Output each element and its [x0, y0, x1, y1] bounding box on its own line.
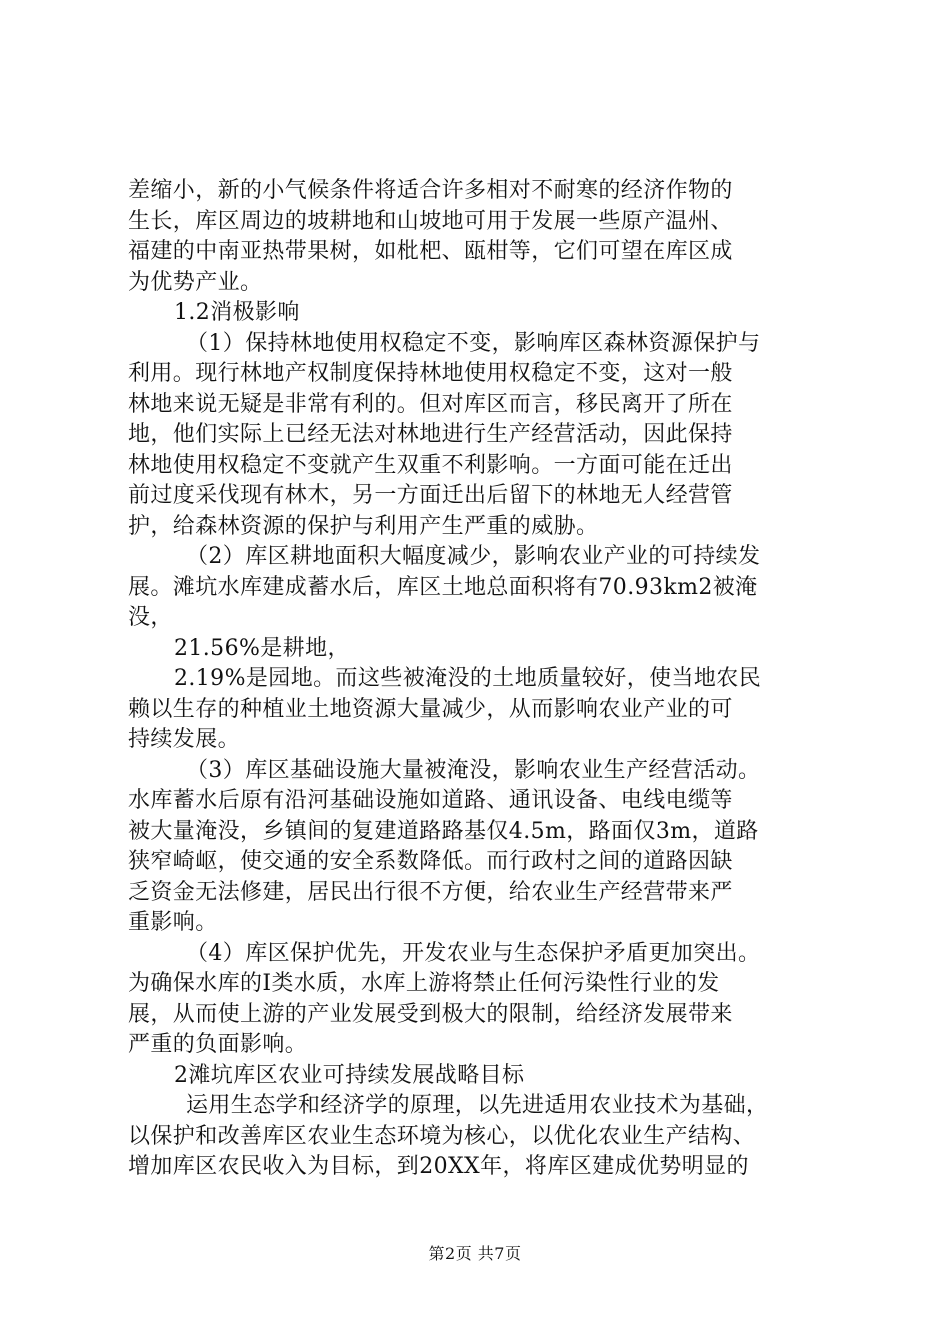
text-line: 为优势产业。 [128, 269, 263, 295]
text-line: 持续发展。 [128, 727, 241, 752]
page-footer: 第2页 共7页 [428, 1244, 522, 1263]
text-line: 没， [128, 605, 173, 630]
text-line: 重影响。 [128, 910, 218, 935]
text-line: 林地使用权稳定不变就产生双重不利影响。一方面可能在迁出 [128, 452, 733, 478]
text-line: 林地来说无疑是非常有利的。但对库区而言，移民离开了所在 [128, 391, 733, 417]
text-line: 2.19%是园地。而这些被淹没的土地质量较好，使当地农民 [174, 666, 762, 691]
text-line: 1.2消极影响 [174, 300, 300, 325]
text-line: 被大量淹没，乡镇间的复建道路路基仅4.5m，路面仅3m，道路 [128, 818, 759, 844]
text-line: 前过度采伐现有林木，另一方面迁出后留下的林地无人经营管 [128, 483, 733, 508]
text-line: 福建的中南亚热带果树，如枇杷、瓯柑等，它们可望在库区成 [128, 239, 733, 264]
text-line: 增加库区农民收入为目标，到20XX年，将库区建成优势明显的 [128, 1154, 749, 1179]
text-line: 严重的负面影响。 [128, 1032, 308, 1057]
text-line: 利用。现行林地产权制度保持林地使用权稳定不变，这对一般 [128, 361, 733, 386]
text-line: 乏资金无法修建，居民出行很不方便，给农业生产经营带来严 [128, 879, 733, 905]
text-line: 生长，库区周边的坡耕地和山坡地可用于发展一些原产温州、 [128, 208, 733, 234]
text-line: （3）库区基础设施大量被淹没，影响农业生产经营活动。 [186, 757, 761, 783]
text-line: 21.56%是耕地， [174, 635, 350, 661]
text-line: （1）保持林地使用权稳定不变，影响库区森林资源保护与 [186, 330, 761, 356]
text-line: 展，从而使上游的产业发展受到极大的限制，给经济发展带来 [128, 1001, 733, 1027]
text-line: 为确保水库的Ⅰ类水质，水库上游将禁止任何污染性行业的发 [128, 971, 720, 996]
text-line: 地，他们实际上已经无法对林地进行生产经营活动，因此保持 [128, 422, 733, 447]
text-line: 差缩小，新的小气候条件将适合许多相对不耐寒的经济作物的 [128, 178, 733, 203]
text-line: 水库蓄水后原有沿河基础设施如道路、通讯设备、电线电缆等 [128, 788, 733, 813]
text-line: 护，给森林资源的保护与利用产生严重的威胁。 [128, 513, 599, 539]
text-line: 展。滩坑水库建成蓄水后，库区土地总面积将有70.93km2被淹 [128, 574, 758, 600]
text-line: （2）库区耕地面积大幅度减少，影响农业产业的可持续发 [186, 544, 761, 569]
text-line: （4）库区保护优先，开发农业与生态保护矛盾更加突出。 [186, 940, 761, 966]
text-line: 赖以生存的种植业土地资源大量减少，从而影响农业产业的可 [128, 696, 733, 722]
text-line: 2滩坑库区农业可持续发展战略目标 [174, 1062, 525, 1088]
text-line: 狭窄崎岖，使交通的安全系数降低。而行政村之间的道路因缺 [128, 849, 733, 874]
document-body [128, 176, 828, 1183]
text-line: 以保护和改善库区农业生态环境为核心，以优化农业生产结构、 [128, 1123, 756, 1149]
text-line: 运用生态学和经济学的原理，以先进适用农业技术为基础， [186, 1093, 769, 1118]
